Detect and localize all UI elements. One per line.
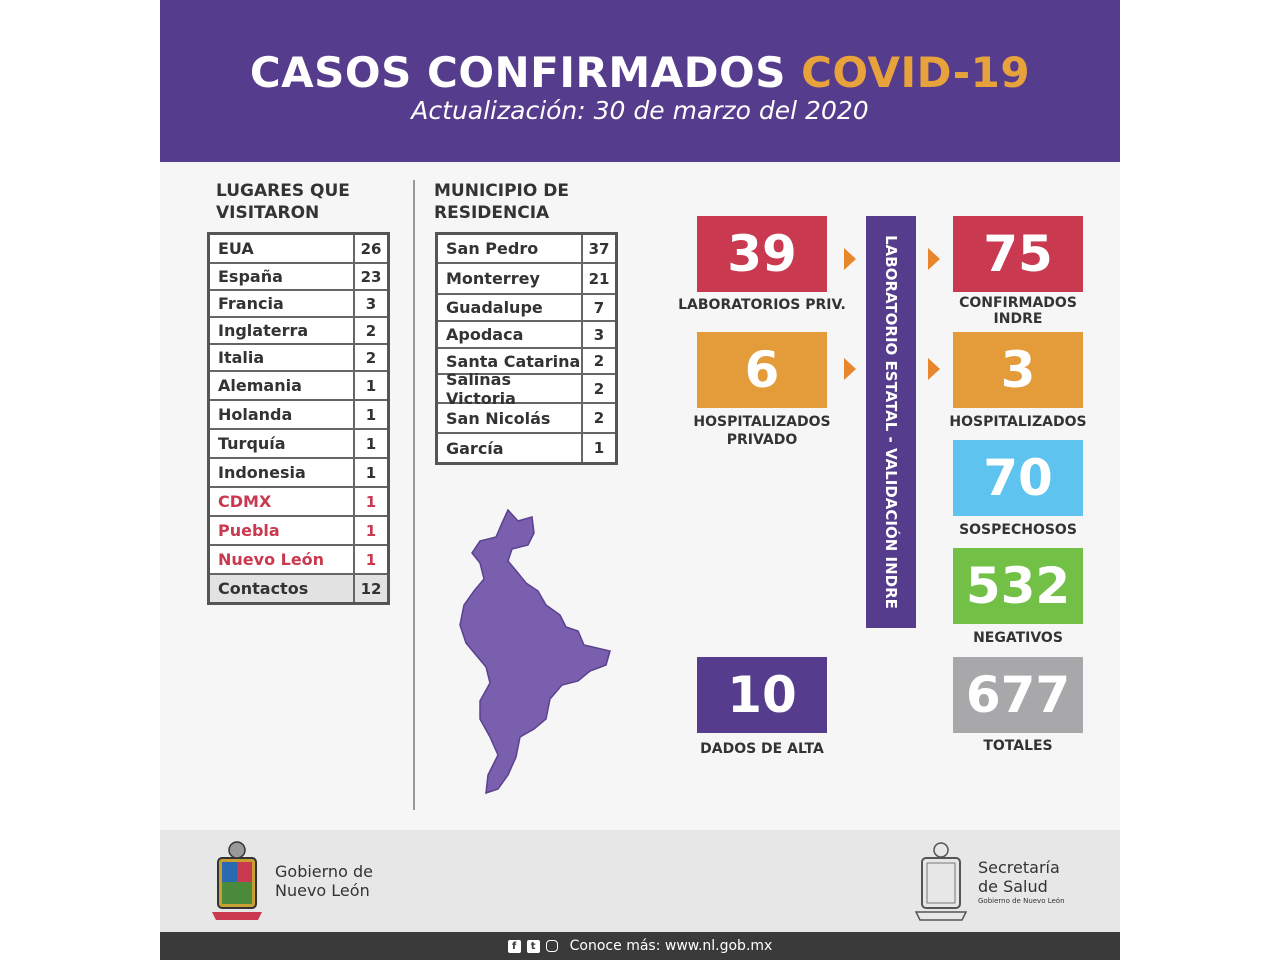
lab-validation-bar	[866, 216, 916, 628]
nuevo-leon-map	[450, 505, 620, 797]
row-name: Monterrey	[446, 269, 540, 288]
municipios-heading	[434, 180, 569, 224]
table-row	[210, 345, 387, 372]
row-value: 1	[353, 517, 387, 544]
salud-line1: Secretaría	[978, 858, 1060, 877]
row-name: España	[218, 267, 283, 286]
row-value: 37	[581, 235, 615, 262]
row-value: 23	[353, 264, 387, 289]
facebook-icon[interactable]: f	[508, 940, 521, 953]
row-value: 2	[581, 375, 615, 402]
twitter-icon[interactable]: t	[527, 940, 540, 953]
salud-logo-text	[978, 858, 1065, 906]
row-value: 1	[581, 434, 615, 462]
instagram-icon[interactable]	[546, 940, 558, 952]
footer	[160, 830, 1120, 932]
table-row	[210, 372, 387, 401]
table-row	[210, 488, 387, 517]
table-row	[438, 434, 615, 462]
title-main: CASOS CONFIRMADOS	[249, 48, 786, 97]
website-link[interactable]: Conoce más: www.nl.gob.mx	[569, 938, 773, 954]
row-name: Francia	[218, 294, 284, 313]
header-banner	[160, 0, 1120, 162]
lab-validation-label: LABORATORIO ESTATAL - VALIDACIÓN INDRE	[882, 235, 900, 609]
altas-box: 10	[697, 657, 827, 733]
arrow-right-icon	[844, 358, 856, 380]
hosp-priv-label	[680, 413, 844, 449]
table-row	[438, 322, 615, 349]
confirmados-label-line1: CONFIRMADOS	[959, 295, 1077, 311]
column-divider	[413, 180, 415, 810]
row-value: 1	[353, 430, 387, 457]
row-name: García	[446, 438, 504, 458]
bottom-bar	[160, 932, 1120, 960]
table-row	[438, 264, 615, 295]
row-value: 1	[353, 372, 387, 399]
places-heading-line1: LUGARES QUE	[216, 181, 350, 201]
table-row	[210, 517, 387, 546]
table-row	[210, 291, 387, 318]
row-value: 26	[353, 235, 387, 262]
row-name: San Pedro	[446, 239, 539, 258]
confirmados-label	[936, 294, 1100, 328]
table-row	[210, 546, 387, 575]
row-value: 1	[353, 546, 387, 573]
map-shape	[460, 510, 610, 793]
table-row	[438, 369, 615, 408]
hosp-priv-box: 6	[697, 332, 827, 408]
places-heading	[216, 180, 350, 224]
municipios-heading-line1: MUNICIPIO DE	[434, 181, 569, 201]
arrow-right-icon	[928, 248, 940, 270]
salud-line2: de Salud	[978, 877, 1048, 896]
arrow-right-icon	[928, 358, 940, 380]
confirmados-box: 75	[953, 216, 1083, 292]
row-name: Apodaca	[446, 325, 524, 344]
gov-line1: Gobierno de	[275, 862, 373, 881]
row-value: 3	[353, 291, 387, 316]
table-row	[210, 235, 387, 264]
row-value: 12	[353, 575, 387, 602]
row-value: 2	[581, 349, 615, 373]
row-value: 1	[353, 488, 387, 515]
places-table	[207, 232, 390, 605]
row-name: San Nicolás	[446, 408, 551, 428]
sospechosos-label: SOSPECHOSOS	[959, 522, 1077, 538]
lab-priv-box: 39	[697, 216, 827, 292]
row-name: Nuevo León	[218, 550, 325, 569]
row-name: CDMX	[218, 492, 272, 511]
row-value: 2	[581, 404, 615, 432]
sospechosos-box: 70	[953, 440, 1083, 516]
municipios-heading-line2: RESIDENCIA	[434, 203, 550, 223]
row-name: Holanda	[218, 405, 293, 424]
row-name: Indonesia	[218, 463, 306, 482]
altas-label: DADOS DE ALTA	[700, 741, 824, 757]
row-value: 1	[353, 459, 387, 486]
row-name: Inglaterra	[218, 321, 309, 340]
table-row	[210, 318, 387, 345]
hospitalizados-label: HOSPITALIZADOS	[949, 414, 1087, 430]
table-row	[210, 401, 387, 430]
confirmados-label-line2: INDRE	[993, 311, 1043, 327]
hosp-priv-label-line1: HOSPITALIZADOS	[693, 414, 831, 430]
row-value: 3	[581, 322, 615, 347]
hosp-priv-label-line2: PRIVADO	[726, 432, 798, 448]
nuevo-leon-coat-of-arms-icon	[208, 838, 266, 924]
title-accent: COVID-19	[801, 48, 1031, 97]
row-name: Contactos	[218, 579, 309, 598]
row-name: Puebla	[218, 521, 280, 540]
gov-line2: Nuevo León	[275, 881, 370, 900]
municipios-table	[435, 232, 618, 465]
totales-label: TOTALES	[983, 738, 1053, 754]
table-row	[438, 404, 615, 434]
row-name: Alemania	[218, 376, 302, 395]
secretaria-salud-seal-icon	[912, 838, 970, 924]
row-name: Guadalupe	[446, 298, 543, 317]
row-value: 2	[353, 318, 387, 343]
negativos-box: 532	[953, 548, 1083, 624]
hospitalizados-box: 3	[953, 332, 1083, 408]
row-value: 1	[353, 401, 387, 428]
page-title	[160, 48, 1120, 97]
row-value: 7	[581, 295, 615, 320]
row-name: EUA	[218, 239, 254, 258]
row-name: Salinas Victoria	[446, 369, 516, 408]
row-name: Turquía	[218, 434, 286, 453]
negativos-label: NEGATIVOS	[973, 630, 1063, 646]
places-heading-line2: VISITARON	[216, 203, 320, 223]
row-name: Italia	[218, 348, 265, 367]
table-row	[210, 575, 387, 602]
arrow-right-icon	[844, 248, 856, 270]
table-row	[210, 459, 387, 488]
table-row	[210, 264, 387, 291]
update-date: Actualización: 30 de marzo del 2020	[411, 96, 869, 125]
gov-logo-text	[275, 862, 373, 900]
table-row	[438, 295, 615, 322]
infographic	[160, 0, 1120, 960]
totales-box: 677	[953, 657, 1083, 733]
salud-small: Gobierno de Nuevo León	[978, 897, 1065, 905]
table-row	[438, 235, 615, 264]
row-name: Santa Catarina	[446, 351, 581, 371]
lab-priv-label: LABORATORIOS PRIV.	[678, 297, 846, 313]
table-row	[210, 430, 387, 459]
row-value: 21	[581, 264, 615, 293]
row-value: 2	[353, 345, 387, 370]
